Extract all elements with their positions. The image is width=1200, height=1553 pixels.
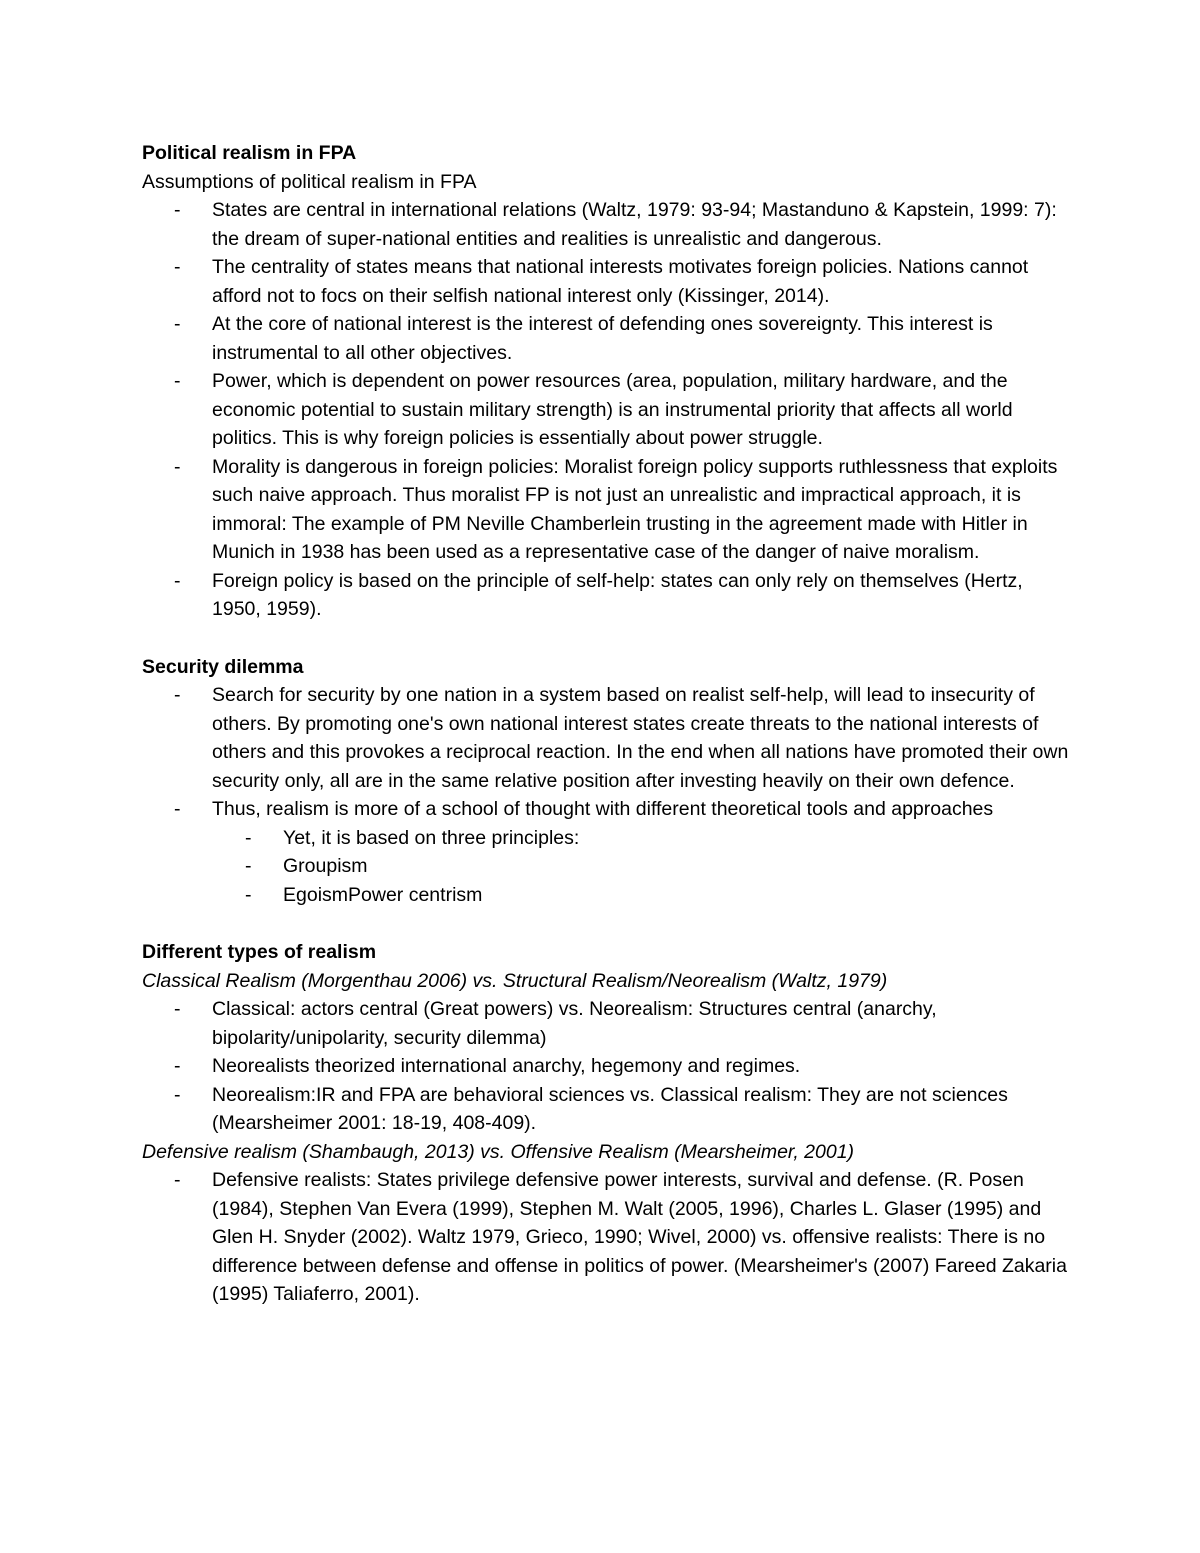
list-item-text: Morality is dangerous in foreign policies: Moralist foreign policy supports ruthlessness that exploits such naive approach. Thus moralist FP is not just an unrealistic and impractical approach, it is immoral: The example of PM Neville Chamberlein trusting in the agreement made with Hitler in Munich in 1938 has been used as a representative case of the danger of naive moralism. bbox=[212, 455, 1058, 563]
classical-vs-structural-list bbox=[142, 995, 1072, 1138]
subheading-assumptions: Assumptions of political realism in FPA bbox=[142, 170, 477, 193]
dash-bullet: - bbox=[174, 1055, 181, 1077]
list-item-text: Foreign policy is based on the principle of self-help: states can only rely on themselves (Hertz, 1950, 1959). bbox=[212, 569, 1023, 620]
list-item-text: The centrality of states means that national interests motivates foreign policies. Nations cannot afford not to focs on their selfish national interest only (Kissinger, 2014). bbox=[212, 256, 1029, 307]
dash-bullet: - bbox=[174, 370, 181, 392]
list-item-text: Thus, realism is more of a school of thought with different theoretical tools and approaches bbox=[212, 798, 994, 820]
dash-bullet: - bbox=[245, 826, 252, 849]
list-item bbox=[174, 1052, 1072, 1081]
list-item bbox=[174, 453, 1072, 567]
list-item-text: Neorealists theorized international anarchy, hegemony and regimes. bbox=[212, 1055, 801, 1077]
list-item-text: Neorealism:IR and FPA are behavioral sciences vs. Classical realism: They are not sciences (Mearsheimer 2001: 18-19, 408-409). bbox=[212, 1083, 1008, 1134]
sublist-item-text: Yet, it is based on three principles: bbox=[283, 826, 580, 849]
sublist-item bbox=[245, 824, 1072, 853]
list-item-text: Search for security by one nation in a system based on realist self-help, will lead to insecurity of others. By promoting one's own national interest states create threats to the national interests of others and this provokes a reciprocal reaction. In the end when all nations have promoted their own security only, all are in the same relative position after investing heavily on their own defence. bbox=[212, 684, 1069, 792]
dash-bullet: - bbox=[174, 256, 181, 278]
list-item bbox=[174, 567, 1072, 624]
list-item bbox=[174, 795, 1072, 909]
list-item-text: Power, which is dependent on power resources (area, population, military hardware, and the economic potential to sustain military strength) is an instrumental priority that affects all world politics. This is why foreign policies is essentially about power struggle. bbox=[212, 370, 1013, 449]
dash-bullet: - bbox=[174, 455, 181, 478]
list-item-text: States are central in international relations (Waltz, 1979: 93-94; Mastanduno & Kapstein, 1999: 7): the dream of super-national entities and realities is unrealistic and dangerous. bbox=[212, 199, 1057, 250]
sublist-item-text: Groupism bbox=[283, 855, 368, 877]
dash-bullet: - bbox=[174, 798, 181, 820]
dash-bullet: - bbox=[174, 199, 181, 221]
list-item bbox=[174, 1081, 1072, 1138]
sublist-item bbox=[245, 881, 1072, 910]
sublist-item bbox=[245, 852, 1072, 881]
list-item bbox=[174, 196, 1072, 253]
defensive-vs-offensive-list bbox=[142, 1166, 1072, 1309]
dash-bullet: - bbox=[245, 855, 252, 877]
assumptions-list bbox=[142, 196, 1072, 624]
list-item bbox=[174, 995, 1072, 1052]
list-item-text: Defensive realists: States privilege defensive power interests, survival and defense. (R. Posen (1984), Stephen Van Evera (1999), Stephen M. Walt (2005, 1996), Charles L. Glaser (1995) and Glen H. Snyder (2002). Waltz 1979, Grieco, 1990; Wivel, 2000) vs. offensive realists: There is no difference between defense and offense in politics of power. (Mearsheimer's (2007) Fareed Zakaria (1995) Taliaferro, 2001). bbox=[212, 1169, 1067, 1305]
list-item-text: Classical: actors central (Great powers) vs. Neorealism: Structures central (anarchy, bipolarity/unipolarity, security dilemma) bbox=[212, 998, 937, 1049]
dash-bullet: - bbox=[174, 1083, 181, 1106]
security-dilemma-list bbox=[142, 681, 1072, 909]
section-heading-political-realism: Political realism in FPA bbox=[142, 142, 357, 164]
subheading-classical-vs-structural: Classical Realism (Morgenthau 2006) vs. Structural Realism/Neorealism (Waltz, 1979) bbox=[142, 969, 888, 992]
dash-bullet: - bbox=[174, 569, 181, 592]
dash-bullet: - bbox=[174, 998, 181, 1020]
subheading-defensive-vs-offensive: Defensive realism (Shambaugh, 2013) vs. Offensive Realism (Mearsheimer, 2001) bbox=[142, 1140, 855, 1163]
principles-sublist bbox=[212, 824, 1072, 910]
list-item bbox=[174, 1166, 1072, 1309]
dash-bullet: - bbox=[174, 313, 181, 335]
section-spacer bbox=[142, 624, 1072, 653]
section-heading-security-dilemma: Security dilemma bbox=[142, 655, 304, 678]
list-item bbox=[174, 367, 1072, 453]
dash-bullet: - bbox=[174, 1169, 181, 1191]
sublist-item-text: EgoismPower centrism bbox=[283, 883, 483, 906]
section-heading-types-of-realism: Different types of realism bbox=[142, 941, 377, 963]
list-item-text: At the core of national interest is the interest of defending ones sovereignty. This interest is instrumental to all other objectives. bbox=[212, 313, 993, 364]
list-item bbox=[174, 681, 1072, 795]
document-page bbox=[142, 139, 1072, 1309]
section-spacer bbox=[142, 909, 1072, 938]
list-item bbox=[174, 310, 1072, 367]
list-item bbox=[174, 253, 1072, 310]
dash-bullet: - bbox=[174, 684, 181, 706]
dash-bullet: - bbox=[245, 883, 252, 906]
